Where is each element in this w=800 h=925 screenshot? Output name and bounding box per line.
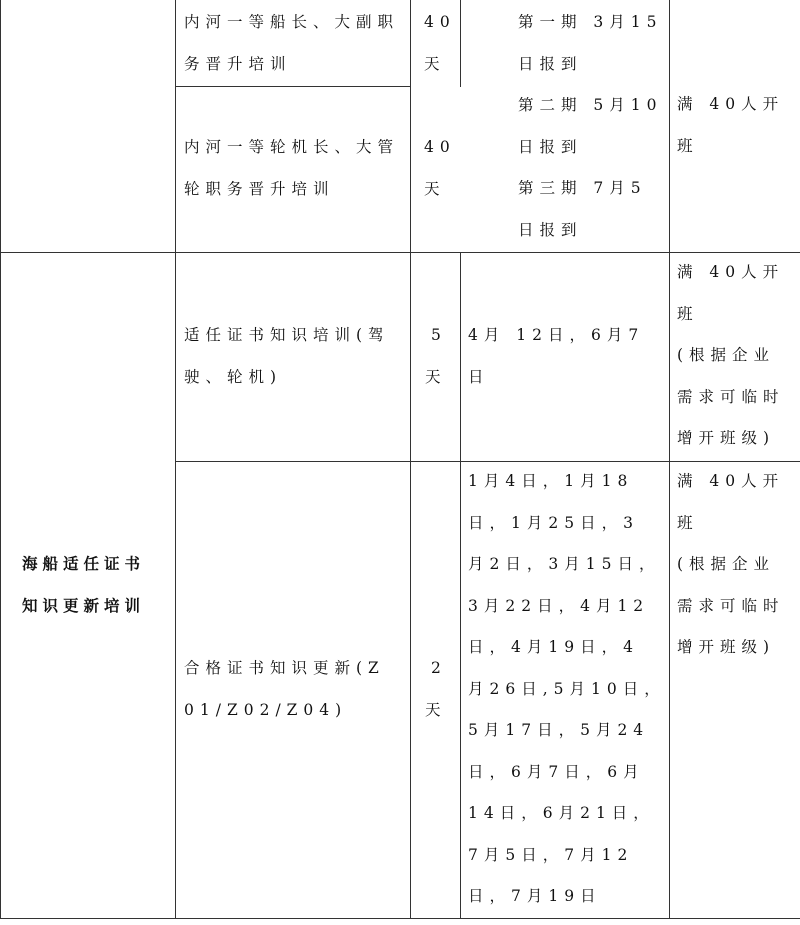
note-line: (根据企业 [677,555,776,573]
course-line: 内河一等轮机长、大管 [184,138,400,156]
category-line: 海船适任证书 [22,555,146,573]
note-cell [677,461,799,669]
schedule-cell [468,461,668,918]
duration-value: 5 [431,326,447,344]
note-line: 满 40人开 [677,472,785,490]
duration-unit: 天 [424,54,446,73]
course-cell [184,127,408,210]
schedule-line: 4月 12日，6月7 [468,326,645,344]
schedule-line: 第二期 5月10 [518,96,663,114]
column-divider [669,0,670,919]
duration-unit: 天 [425,700,447,719]
schedule-line: 日，4月19日，4 [468,638,639,656]
column-divider [175,0,176,919]
note-line: (根据企业 [677,346,776,364]
note-line: 增开班级) [677,429,776,447]
course-line: 01/Z02/Z04) [184,700,348,719]
duration-cell [424,127,458,210]
table-bottom-border [0,918,800,919]
schedule-line: 7月5日，7月12 [468,845,634,864]
schedule-line: 日报到 [518,220,583,239]
schedule-line: 14日，6月21日， [468,804,655,822]
duration-value: 40 [424,13,456,31]
course-line: 轮职务晋升培训 [184,179,335,198]
course-line: 驶、轮机) [184,367,283,386]
schedule-line: 日，6月7日，6月 [468,762,645,781]
note-line: 增开班级) [677,638,776,656]
note-cell [677,84,799,167]
schedule-line: 日报到 [518,137,583,156]
note-line: 满 40人开 [677,263,785,281]
category-cell [22,544,172,627]
duration-unit: 天 [425,367,447,386]
category-line: 知识更新培训 [22,596,146,615]
note-line: 班 [677,513,699,532]
schedule-line: 月2日，3月15日， [468,555,661,573]
duration-cell [425,648,457,731]
course-line: 务晋升培训 [184,54,292,73]
course-line: 适任证书知识培训(驾 [184,326,390,344]
schedule-line: 日报到 [518,54,583,73]
note-cell [677,252,799,460]
duration-value: 40 [424,138,456,156]
column-divider [460,252,461,919]
duration-cell [424,2,458,85]
schedule-line: 日 [468,367,490,386]
duration-unit: 天 [424,179,446,198]
course-cell [184,2,408,85]
column-divider [410,0,411,919]
schedule-cell [468,315,668,398]
schedule-line: 日，7月19日 [468,887,602,905]
note-line: 需求可临时 [677,596,785,615]
schedule-cell [518,2,668,251]
note-line: 班 [677,136,699,155]
schedule-line: 日，1月25日，3 [468,513,639,532]
note-line: 班 [677,304,699,323]
schedule-line: 3月22日，4月12 [468,596,650,615]
schedule-line: 5月17日，5月24 [468,721,650,739]
course-cell [184,315,408,398]
table-left-border [0,0,1,919]
course-line: 内河一等船长、大副职 [184,13,400,31]
schedule-line: 月26日,5月10日， [468,679,666,698]
schedule-line: 1月4日，1月18 [468,472,634,490]
column-divider [460,0,461,87]
course-cell [184,648,408,731]
duration-value: 2 [431,659,447,677]
row-divider [175,86,411,87]
course-line: 合格证书知识更新(Z [184,659,385,677]
schedule-line: 第一期 3月15 [518,13,663,31]
schedule-line: 第三期 7月5 [518,179,647,197]
duration-cell [425,315,457,398]
note-line: 满 40人开 [677,95,785,113]
note-line: 需求可临时 [677,387,785,406]
